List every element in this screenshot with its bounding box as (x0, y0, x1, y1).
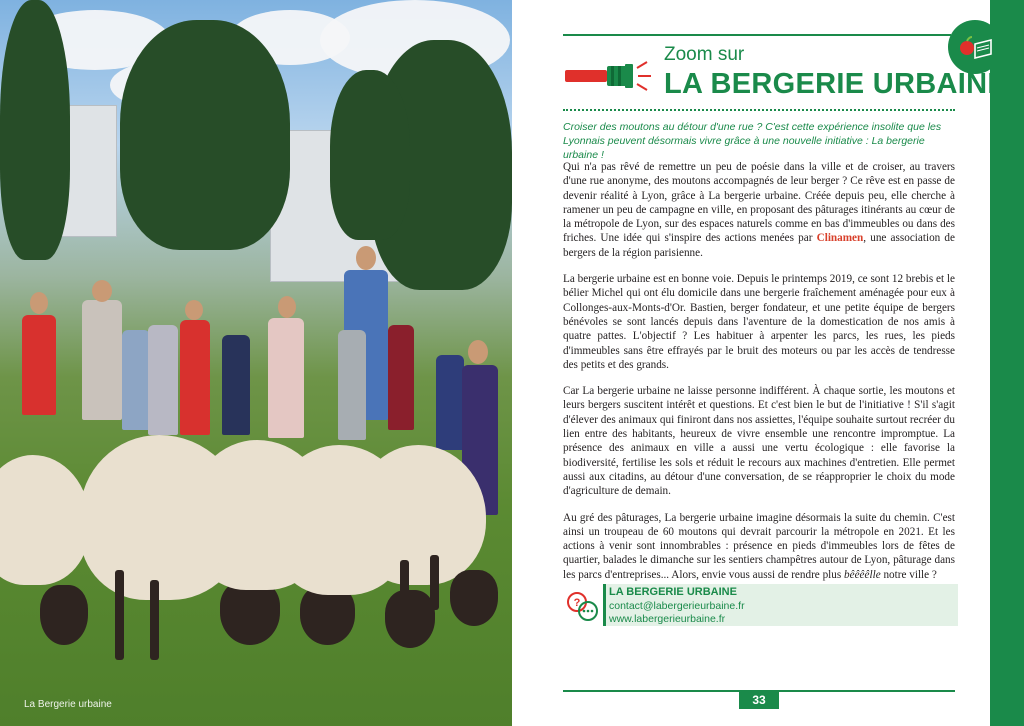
top-rule (563, 34, 951, 36)
intro-paragraph: Croiser des moutons au détour d'une rue ? C'est cette expérience insolite que les Lyonnais peuvent désormais vivre grâce à une nouvelle initiative : La bergerie urbaine ! (563, 121, 942, 161)
flashlight-icon (563, 56, 653, 96)
article-body (563, 160, 955, 594)
contact-email-link[interactable]: contact@labergerieurbaine.fr (609, 600, 745, 612)
contact-block (563, 584, 955, 626)
speech-bubbles-icon (565, 590, 599, 622)
photo-caption: La Bergerie urbaine (24, 699, 112, 710)
page-edge-bar (990, 0, 1024, 726)
header-kicker: Zoom sur (664, 44, 745, 65)
clinamen-link[interactable]: Clinamen (816, 232, 864, 245)
svg-text:?: ? (573, 597, 581, 609)
body-paragraph-4: Au gré des pâturages, La bergerie urbaine imagine désormais la suite du chemin. C'est ainsi un troupeau de 60 moutons qui devrait parcourir la métropole en 2021. Et les actions à venir sont innombrables : présence en pieds d'immeubles lors de fêtes de quartier, balades le dimanche sur les sentiers champêtres autour de Lyon, pâturage dans les parcs d'entreprises... Alors, envie vous aussi de rendre plus bêêêêlle notre ville ? (563, 511, 955, 581)
page-title: LA BERGERIE URBAINE (664, 68, 1007, 100)
article-header (563, 42, 1007, 106)
dotted-divider (563, 109, 955, 111)
body-paragraph-1: Qui n'a pas rêvé de remettre un peu de poésie dans la ville et de croiser, au travers d'une rue anonyme, des moutons accompagnés de leur berger ? Ce rêve est en passe de devenir réalité à Lyon, grâce à La bergerie urbaine. Créée depuis peu, elle cherche à ramener un peu de campagne en ville, en proposant des pâturages itinérants au cœur de la métropole de Lyon, sur des espaces naturels comme en bas d'immeubles ou dans des friches. Une idée qui s'inspire des actions menées par Clinamen, une association de bergers de la région parisienne. (563, 161, 955, 259)
body-paragraph-2: La bergerie urbaine est en bonne voie. Depuis le printemps 2019, ce sont 12 brebis et le bélier Michel qui ont élu domicile dans une bergerie fraîchement aménagée pour eux à Collonges-aux-Monts-d'Or. Bastien, berger fondateur, et une petite équipe de bergers bénévoles se sont lancés depuis dans l'aventure de la domestication de nos amis à quatre pattes. L'objectif ? Les habituer à arpenter les parcs, les rues, les pieds d'immeubles sans être effrayés par le bruit des moteurs ou par les accès de tendresse des petits et des grands. (563, 273, 955, 371)
contact-name: LA BERGERIE URBAINE (609, 586, 737, 598)
body-paragraph-3: Car La bergerie urbaine ne laisse personne indifférent. À chaque sortie, les moutons et leurs bergers suscitent intérêt et questions. Et c'est bien le but de l'initiative ! S'il s'agit d'élever des animaux qui finiront dans nos assiettes, l'équipe souhaite surtout recréer du lien entre des habitants, heureux de vivre ensemble une rencontre impromptue. La présence des animaux en ville a aussi une vertu écologique : elle favorise la biodiversité, fertilise les sols et réduit le recours aux machines d'entretien. Elle permet aussi aux citadins, au détour d'une conversation, de se réapproprier le choix du mode d'agriculture de demain. (563, 385, 955, 498)
contact-website-link[interactable]: www.labergerieurbaine.fr (609, 613, 726, 625)
page-number: 33 (739, 691, 779, 709)
apple-book-icon (948, 20, 1002, 74)
